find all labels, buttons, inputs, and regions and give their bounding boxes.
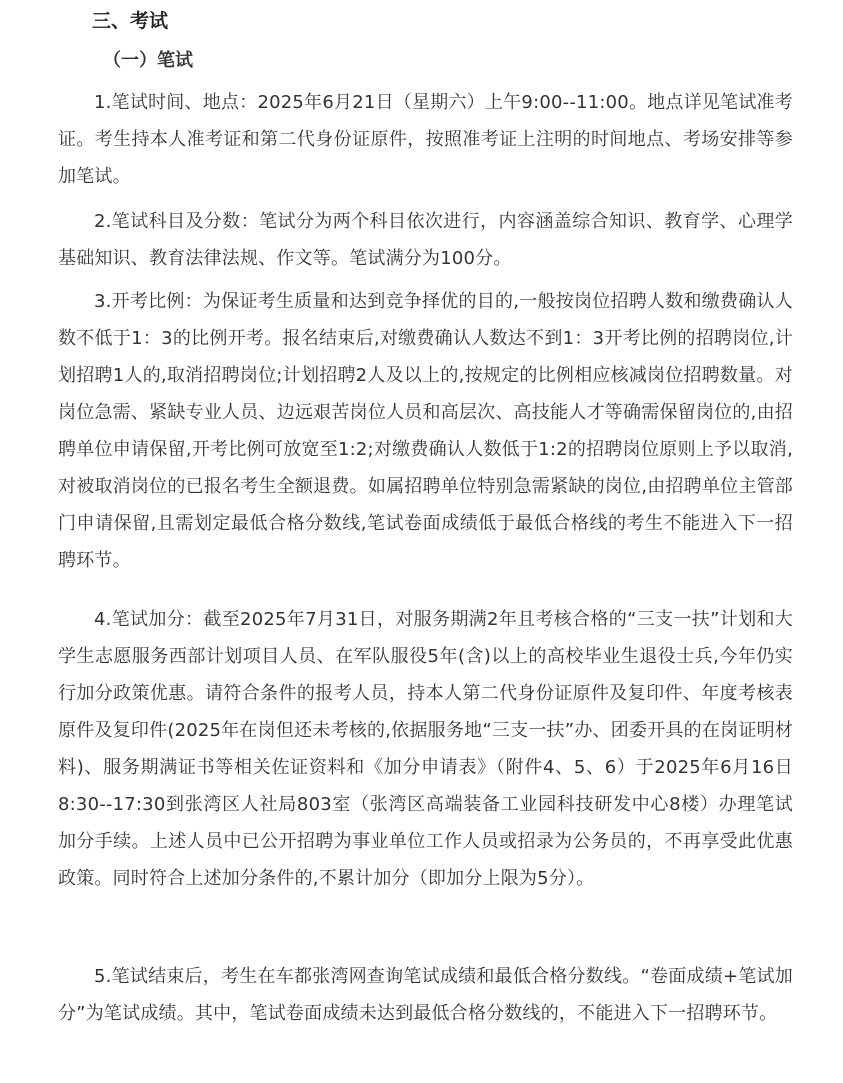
paragraph-exam-ratio: 3.开考比例：为保证考生质量和达到竞争择优的目的,一般按岗位招聘人数和缴费确认人数不低于1：3的比例开考。报名结束后,对缴费确认人数达不到1：3开考比例的招聘岗位,计划招聘1人的,取消招聘岗位;计划招聘2人及以上的,按规定的比例相应核减岗位招聘数量。对岗位急需、紧缺专业人员、边远艰苦岗位人员和高层次、高技能人才等确需保留岗位的,由招聘单位申请保留,开考比例可放宽至1:2;对缴费确认人数低于1:2的招聘岗位原则上予以取消,对被取消岗位的已报名考生全额退费。如属招聘单位特别急需紧缺的岗位,由招聘单位主管部门申请保留,且需划定最低合格分数线,笔试卷面成绩低于最低合格线的考生不能进入下一招聘环节。 bbox=[58, 291, 793, 571]
paragraph-exam-time-location: 1.笔试时间、地点：2025年6月21日（星期六）上午9:00--11:00。地点详见笔试准考证。考生持本人准考证和第二代身份证原件，按照准考证上注明的时间地点、考场安排等参加笔试。 bbox=[58, 92, 793, 187]
paragraph-exam-subjects-score: 2.笔试科目及分数：笔试分为两个科目依次进行，内容涵盖综合知识、教育学、心理学基础知识、教育法律法规、作文等。笔试满分为100分。 bbox=[58, 211, 793, 269]
section-heading: 三、考试 bbox=[92, 10, 169, 32]
paragraph-results-query: 5.笔试结束后，考生在车都张湾网查询笔试成绩和最低合格分数线。“卷面成绩+笔试加分”为笔试成绩。其中，笔试卷面成绩未达到最低合格分数线的，不能进入下一招聘环节。 bbox=[58, 966, 793, 1024]
subsection-heading: （一）笔试 bbox=[103, 50, 193, 71]
paragraph-bonus-points: 4.笔试加分：截至2025年7月31日，对服务期满2年且考核合格的“三支一扶”计划和大学生志愿服务西部计划项目人员、在军队服役5年(含)以上的高校毕业生退役士兵,今年仍实行加分政策优惠。请符合条件的报考人员，持本人第二代身份证原件及复印件、年度考核表原件及复印件(2025年在岗但还未考核的,依据服务地“三支一扶”办、团委开具的在岗证明材料)、服务期满证书等相关佐证资料和《加分申请表》（附件4、5、6）于2025年6月16日8:30--17:30到张湾区人社局803室（张湾区高端装备工业园科技研发中心8楼）办理笔试加分手续。上述人员中已公开招聘为事业单位工作人员或招录为公务员的，不再享受此优惠政策。同时符合上述加分条件的,不累计加分（即加分上限为5分）。 bbox=[58, 609, 793, 889]
